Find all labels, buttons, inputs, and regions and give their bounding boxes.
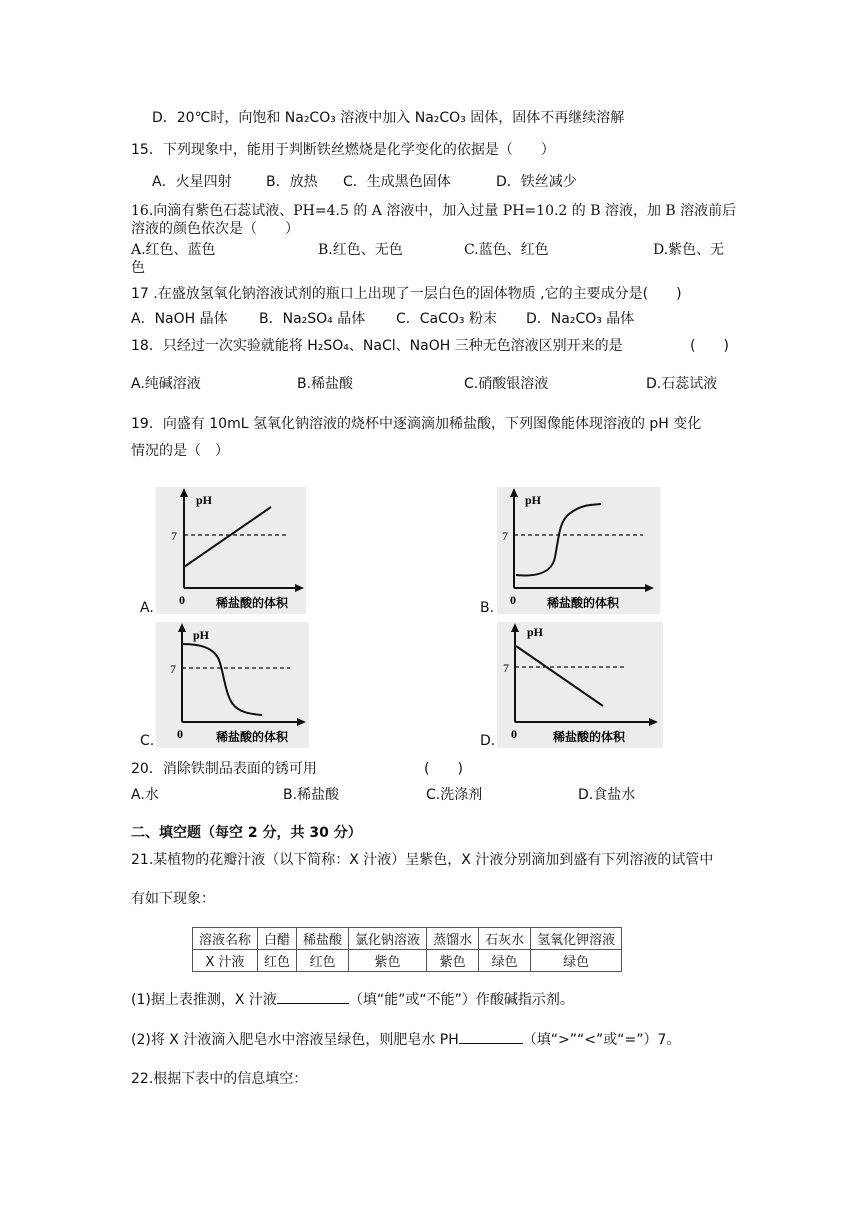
q17-option-b: B．Na₂SO₄ 晶体 bbox=[259, 311, 366, 327]
chart-c-zero: 0 bbox=[177, 727, 183, 741]
table-cell: 稀盐酸 bbox=[297, 928, 349, 950]
q21-part2-text-b: （填“>”“<”或“=”）7。 bbox=[522, 1032, 681, 1048]
table-row bbox=[193, 950, 622, 972]
q16-option-d-wrap: 色 bbox=[131, 260, 145, 276]
table-cell: 石灰水 bbox=[479, 928, 531, 950]
q15-stem: 15．下列现象中，能用于判断铁丝燃烧是化学变化的依据是（ ） bbox=[131, 142, 555, 158]
q21-part1-text-b: （填“能”或“不能”）作酸碱指示剂。 bbox=[348, 992, 574, 1008]
chart-d-y-arrow bbox=[511, 623, 519, 632]
chart-d bbox=[497, 622, 663, 748]
chart-a-svg bbox=[156, 487, 306, 614]
chart-c-seven: 7 bbox=[170, 662, 176, 676]
chart-d-zero: 0 bbox=[511, 727, 517, 741]
q20-paren: ( ) bbox=[424, 761, 463, 777]
chart-b bbox=[497, 487, 660, 614]
q20-option-b: B.稀盐酸 bbox=[283, 787, 340, 803]
chart-b-seven: 7 bbox=[502, 529, 508, 543]
chart-a-x-arrow bbox=[295, 584, 304, 592]
q22-stem: 22.根据下表中的信息填空： bbox=[131, 1071, 308, 1087]
chart-a-curve bbox=[184, 507, 271, 567]
table-header-row bbox=[193, 928, 622, 950]
q19-stem-line1: 19．向盛有 10mL 氢氧化钠溶液的烧杯中逐滴滴加稀盐酸，下列图像能体现溶液的 pH 变化 bbox=[131, 416, 702, 432]
chart-c bbox=[156, 622, 309, 748]
q20-option-c: C.洗涤剂 bbox=[426, 787, 483, 803]
q21-part2-answer-blank[interactable] bbox=[459, 1029, 523, 1044]
chart-c-svg bbox=[156, 622, 309, 748]
q21-part2-text-a: (2)将 X 汁液滴入肥皂水中溶液呈绿色，则肥皂水 PH bbox=[131, 1032, 459, 1048]
table-cell: 红色 bbox=[297, 950, 349, 972]
chart-a-xlabel: 稀盐酸的体积 bbox=[216, 596, 289, 610]
q17-option-c: C．CaCO₃ 粉末 bbox=[396, 311, 497, 327]
table-cell: 蒸馏水 bbox=[427, 928, 479, 950]
q16-option-d: D.紫色、无 bbox=[653, 242, 725, 258]
chart-c-ylabel: pH bbox=[193, 628, 210, 642]
table-cell: 紫色 bbox=[349, 950, 427, 972]
chart-d-svg bbox=[497, 622, 663, 748]
chart-d-xlabel: 稀盐酸的体积 bbox=[553, 730, 626, 744]
q20-option-d: D.食盐水 bbox=[578, 787, 636, 803]
chart-b-letter: B. bbox=[480, 600, 495, 616]
chart-d-ylabel: pH bbox=[527, 625, 544, 639]
chart-a-seven: 7 bbox=[171, 529, 177, 543]
table-cell: 红色 bbox=[258, 950, 297, 972]
chart-b-zero: 0 bbox=[510, 593, 516, 607]
chart-a-y-arrow bbox=[180, 488, 188, 497]
chart-d-seven: 7 bbox=[503, 661, 509, 675]
q21-part2 bbox=[131, 1029, 680, 1050]
q18-stem: 18．只经过一次实验就能将 H₂SO₄、NaCl、NaOH 三种无色溶液区别开来的是 bbox=[131, 338, 623, 354]
chart-b-y-arrow bbox=[510, 488, 518, 497]
q18-option-d: D.石蕊试液 bbox=[646, 376, 718, 392]
chart-c-y-arrow bbox=[178, 623, 186, 632]
chart-b-svg bbox=[497, 487, 660, 614]
chart-d-curve bbox=[516, 646, 603, 706]
q19-stem-line2: 情况的是（ ） bbox=[131, 443, 229, 459]
q16-stem-line1: 16.向滴有紫色石蕊试液、PH=4.5 的 A 溶液中，加入过量 PH=10.2 的 B 溶液，加 B 溶液前后 bbox=[131, 203, 737, 219]
q16-option-b: B.红色、无色 bbox=[318, 242, 403, 258]
chart-a bbox=[156, 487, 306, 614]
x-juice-table bbox=[192, 927, 622, 972]
q15-option-d: D．铁丝减少 bbox=[496, 174, 577, 190]
table-cell: 氢氧化钾溶液 bbox=[531, 928, 622, 950]
q20-stem: 20．消除铁制品表面的锈可用 bbox=[131, 761, 317, 777]
q16-stem-line2: 溶液的颜色依次是（ ） bbox=[131, 221, 299, 237]
q21-part1 bbox=[131, 989, 574, 1010]
q18-option-b: B.稀盐酸 bbox=[297, 376, 354, 392]
chart-c-letter: C. bbox=[140, 733, 155, 749]
table-cell: 绿色 bbox=[531, 950, 622, 972]
chart-c-x-arrow bbox=[297, 718, 306, 726]
chart-b-x-arrow bbox=[645, 584, 654, 592]
q14-option-d: D．20℃时，向饱和 Na₂CO₃ 溶液中加入 Na₂CO₃ 固体，固体不再继续溶解 bbox=[152, 110, 625, 126]
q21-stem-line1: 21.某植物的花瓣汁液（以下简称：X 汁液）呈紫色，X 汁液分别滴加到盛有下列溶液的试管中 bbox=[131, 852, 714, 868]
table-cell: 紫色 bbox=[427, 950, 479, 972]
q18-option-c: C.硝酸银溶液 bbox=[464, 376, 549, 392]
chart-c-xlabel: 稀盐酸的体积 bbox=[216, 730, 289, 744]
q16-option-a: A.红色、蓝色 bbox=[131, 242, 216, 258]
q21-part1-answer-blank[interactable] bbox=[277, 989, 349, 1004]
q16-option-c: C.蓝色、红色 bbox=[464, 242, 549, 258]
table-cell: 绿色 bbox=[479, 950, 531, 972]
chart-b-ylabel: pH bbox=[525, 493, 542, 507]
q15-option-b: B．放热 bbox=[266, 174, 318, 190]
q21-part1-text-a: (1)据上表推测，X 汁液 bbox=[131, 992, 277, 1008]
q17-option-d: D．Na₂CO₃ 晶体 bbox=[526, 311, 635, 327]
section-2-title: 二、填空题（每空 2 分，共 30 分） bbox=[131, 825, 362, 841]
table-cell: X 汁液 bbox=[193, 950, 258, 972]
q21-stem-line2: 有如下现象： bbox=[131, 891, 215, 907]
q15-option-a: A．火星四射 bbox=[152, 174, 232, 190]
chart-b-curve bbox=[516, 504, 601, 575]
chart-a-zero: 0 bbox=[179, 593, 185, 607]
chart-d-x-arrow bbox=[649, 718, 658, 726]
q17-option-a: A．NaOH 晶体 bbox=[131, 311, 228, 327]
q18-option-a: A.纯碱溶液 bbox=[131, 376, 201, 392]
chart-a-letter: A. bbox=[140, 600, 154, 616]
chart-a-ylabel: pH bbox=[196, 493, 213, 507]
chart-d-letter: D. bbox=[480, 733, 496, 749]
table-cell: 溶液名称 bbox=[193, 928, 258, 950]
chart-c-curve bbox=[182, 644, 262, 715]
q17-stem: 17 .在盛放氢氧化钠溶液试剂的瓶口上出现了一层白色的固体物质 ,它的主要成分是( ) bbox=[131, 286, 682, 302]
q18-paren: ( ) bbox=[690, 338, 729, 354]
table-cell: 白醋 bbox=[258, 928, 297, 950]
q15-option-c: C．生成黑色固体 bbox=[343, 174, 451, 190]
q20-option-a: A.水 bbox=[131, 787, 159, 803]
chart-b-xlabel: 稀盐酸的体积 bbox=[547, 596, 620, 610]
table-cell: 氯化钠溶液 bbox=[349, 928, 427, 950]
